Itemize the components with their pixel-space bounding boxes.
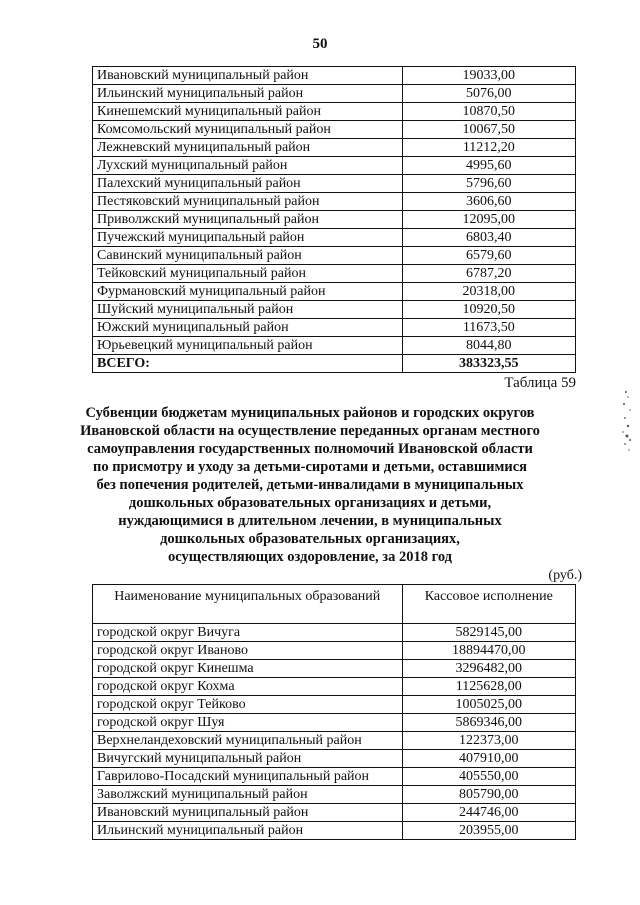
cash-execution-value: 5869346,00	[402, 714, 575, 732]
municipality-name: Ильинский муниципальный район	[93, 822, 403, 840]
municipality-name: Заволжский муниципальный район	[93, 786, 403, 804]
district-value: 19033,00	[402, 67, 575, 85]
district-name: Пучежский муниципальный район	[93, 229, 403, 247]
total-value: 383323,55	[402, 355, 575, 373]
page-number: 50	[312, 36, 328, 52]
district-name: Кинешемский муниципальный район	[93, 103, 403, 121]
district-value: 4995,60	[402, 157, 575, 175]
table-row	[93, 301, 576, 319]
currency-unit: (руб.)	[548, 568, 582, 583]
table-row	[93, 103, 576, 121]
cash-execution-value: 1125628,00	[402, 678, 575, 696]
title-line: осуществляющих оздоровление, за 2018 год	[167, 549, 452, 565]
table-row	[93, 786, 576, 804]
municipality-name: городской округ Кохма	[93, 678, 403, 696]
district-name: Савинский муниципальный район	[93, 247, 403, 265]
title-line: дошкольных образовательных организациях,	[160, 531, 460, 547]
table-row	[93, 139, 576, 157]
top-table-body	[93, 67, 576, 373]
district-value: 12095,00	[402, 211, 575, 229]
title-line: дошкольных образовательных организациях и детьми,	[128, 495, 492, 511]
district-value: 11673,50	[402, 319, 575, 337]
district-value: 3606,60	[402, 193, 575, 211]
municipality-name: городской округ Вичуга	[93, 624, 403, 642]
total-label: ВСЕГО:	[93, 355, 403, 373]
table-row	[93, 175, 576, 193]
table-row	[93, 732, 576, 750]
district-value: 10870,50	[402, 103, 575, 121]
table-row	[93, 265, 576, 283]
table-row	[93, 337, 576, 355]
table-row	[93, 319, 576, 337]
table-row	[93, 85, 576, 103]
cash-execution-value: 203955,00	[402, 822, 575, 840]
municipality-name: городской округ Иваново	[93, 642, 403, 660]
total-row	[93, 355, 576, 373]
table-row	[93, 283, 576, 301]
title-line: нуждающимися в длительном лечении, в муниципальных	[118, 513, 502, 529]
table-row	[93, 714, 576, 732]
municipality-name: Ивановский муниципальный район	[93, 804, 403, 822]
district-value: 5796,60	[402, 175, 575, 193]
district-name: Юрьевецкий муниципальный район	[93, 337, 403, 355]
table-row	[93, 229, 576, 247]
table-label: Таблица 59	[504, 375, 576, 391]
table-row	[93, 247, 576, 265]
cash-execution-value: 18894470,00	[402, 642, 575, 660]
district-value: 10067,50	[402, 121, 575, 139]
district-value: 20318,00	[402, 283, 575, 301]
cash-execution-value: 1005025,00	[402, 696, 575, 714]
table-row	[93, 768, 576, 786]
table-title	[70, 404, 550, 566]
district-value: 6787,20	[402, 265, 575, 283]
district-value: 5076,00	[402, 85, 575, 103]
title-line: Субвенции бюджетам муниципальных районов и городских округов	[85, 405, 535, 421]
cash-execution-value: 805790,00	[402, 786, 575, 804]
district-name: Фурмановский муниципальный район	[93, 283, 403, 301]
table-59	[92, 584, 576, 840]
scan-noise-marks	[606, 388, 636, 468]
column-header-value: Кассовое исполнение	[402, 585, 575, 624]
cash-execution-value: 244746,00	[402, 804, 575, 822]
table-header-row	[93, 585, 576, 624]
municipality-name: городской округ Тейково	[93, 696, 403, 714]
district-value: 10920,50	[402, 301, 575, 319]
district-name: Ильинский муниципальный район	[93, 85, 403, 103]
district-name: Комсомольский муниципальный район	[93, 121, 403, 139]
municipality-name: Верхнеландеховский муниципальный район	[93, 732, 403, 750]
table-row	[93, 67, 576, 85]
district-name: Приволжский муниципальный район	[93, 211, 403, 229]
table-row	[93, 211, 576, 229]
municipality-name: городской округ Шуя	[93, 714, 403, 732]
table-row	[93, 804, 576, 822]
table-row	[93, 750, 576, 768]
table-row	[93, 193, 576, 211]
top-table	[92, 66, 576, 373]
district-value: 8044,80	[402, 337, 575, 355]
table-row	[93, 157, 576, 175]
cash-execution-value: 3296482,00	[402, 660, 575, 678]
table-row	[93, 121, 576, 139]
title-line: Ивановской области на осуществление переданных органам местного	[80, 423, 540, 439]
title-line: по присмотру и уходу за детьми-сиротами и детьми, оставшимися	[92, 459, 528, 475]
table-row	[93, 642, 576, 660]
district-name: Ивановский муниципальный район	[93, 67, 403, 85]
cash-execution-value: 405550,00	[402, 768, 575, 786]
district-name: Тейковский муниципальный район	[93, 265, 403, 283]
column-header-name: Наименование муниципальных образований	[93, 585, 403, 624]
table-row	[93, 822, 576, 840]
municipality-name: Гаврилово-Посадский муниципальный район	[93, 768, 403, 786]
cash-execution-value: 407910,00	[402, 750, 575, 768]
cash-execution-value: 122373,00	[402, 732, 575, 750]
district-name: Пестяковский муниципальный район	[93, 193, 403, 211]
district-name: Палехский муниципальный район	[93, 175, 403, 193]
table-row	[93, 696, 576, 714]
district-name: Южский муниципальный район	[93, 319, 403, 337]
district-value: 6803,40	[402, 229, 575, 247]
district-name: Лежневский муниципальный район	[93, 139, 403, 157]
district-name: Лухский муниципальный район	[93, 157, 403, 175]
table-59-body	[93, 624, 576, 840]
district-name: Шуйский муниципальный район	[93, 301, 403, 319]
title-line: самоуправления государственных полномочий Ивановской области	[87, 441, 533, 457]
table-row	[93, 660, 576, 678]
title-line: без попечения родителей, детьми-инвалидами в муниципальных	[96, 477, 524, 493]
cash-execution-value: 5829145,00	[402, 624, 575, 642]
municipality-name: городской округ Кинешма	[93, 660, 403, 678]
district-value: 11212,20	[402, 139, 575, 157]
table-row	[93, 678, 576, 696]
municipality-name: Вичугский муниципальный район	[93, 750, 403, 768]
district-value: 6579,60	[402, 247, 575, 265]
table-row	[93, 624, 576, 642]
